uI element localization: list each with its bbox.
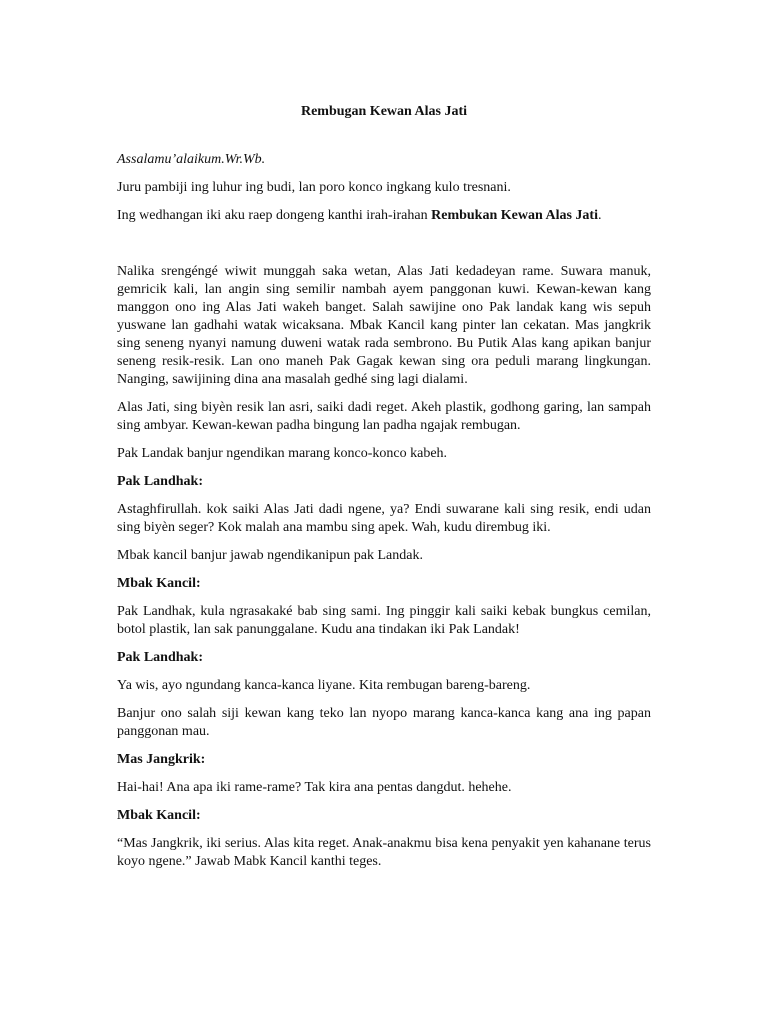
dialogue-text: Astaghfirullah. kok saiki Alas Jati dadi ngene, ya? Endi suwarane kali sing resik, endi udan sing biyèn seger? Kok malah ana mambu sing apek. Wah, kudu dirembug iki. bbox=[117, 502, 651, 535]
speaker-name: Pak Landhak: bbox=[117, 474, 203, 489]
dialogue-text: Ya wis, ayo ngundang kanca-kanca liyane. Kita rembugan bareng-bareng. bbox=[117, 678, 531, 693]
blank-line bbox=[117, 235, 651, 263]
narration-paragraph-2: Alas Jati, sing biyèn resik lan asri, saiki dadi reget. Akeh plastik, godhong garing, lan sampah sing ambyar. Kewan-kewan padha bingung lan padha ngajak rembugan. bbox=[117, 400, 651, 433]
speaker-name: Mbak Kancil: bbox=[117, 808, 201, 823]
dialogue-text: “Mas Jangkrik, iki serius. Alas kita reget. Anak-anakmu bisa kena penyakit yen kahanane terus koyo ngene.” Jawab Mabk Kancil kanthi teges. bbox=[117, 836, 651, 869]
speaker-name: Mbak Kancil: bbox=[117, 576, 201, 591]
opening-line: Juru pambiji ing luhur ing budi, lan poro konco ingkang kulo tresnani. bbox=[117, 180, 511, 195]
intro-story-title: Rembukan Kewan Alas Jati bbox=[431, 208, 598, 223]
dialogue-text: Hai-hai! Ana apa iki rame-rame? Tak kira ana pentas dangdut. hehehe. bbox=[117, 780, 512, 795]
narration-paragraph-1: Nalika srengéngé wiwit munggah saka wetan, Alas Jati kedadeyan rame. Suwara manuk, gemricik kali, lan angin sing semilir nambah ayem panggonan kuwi. Kewan-kewan kang manggon ono ing Alas Jati wakeh banget. Salah sawijine ono Pak landak kang wis sepuh yuswane lan gadhahi watak wicaksana. Mbak Kancil kang pinter lan cekatan. Mas jangkrik sing seneng nyanyi namung duweni watak rada sembrono. Bu Putik Alas kang apikan banjur seneng resik-resik. Lan ono maneh Pak Gagak kewan sing ora peduli marang lingkungan. Nanging, sawijining dina ana masalah gedhé sing lagi dialami. bbox=[117, 264, 651, 387]
narration-line: Banjur ono salah siji kewan kang teko lan nyopo marang kanca-kanca kang ana ing papan panggonan mau. bbox=[117, 706, 651, 739]
intro-prefix: Ing wedhangan iki aku raep dongeng kanthi irah-irahan bbox=[117, 208, 432, 223]
dialogue-text: Pak Landhak, kula ngrasakaké bab sing sami. Ing pinggir kali saiki kebak bungkus cemilan, botol plastik, lan sak panunggalane. Kudu ana tindakan iki Pak Landak! bbox=[117, 604, 651, 637]
document-title: Rembugan Kewan Alas Jati bbox=[300, 104, 468, 119]
narration-paragraph-3: Pak Landak banjur ngendikan marang konco-konco kabeh. bbox=[117, 446, 448, 461]
speaker-name: Mas Jangkrik: bbox=[117, 752, 206, 767]
speaker-name: Pak Landhak: bbox=[117, 650, 203, 665]
greeting: Assalamu’alaikum.Wr.Wb. bbox=[117, 152, 266, 167]
intro-suffix: . bbox=[597, 208, 602, 223]
intro-line bbox=[117, 207, 651, 225]
narration-line: Mbak kancil banjur jawab ngendikanipun pak Landak. bbox=[117, 548, 423, 563]
